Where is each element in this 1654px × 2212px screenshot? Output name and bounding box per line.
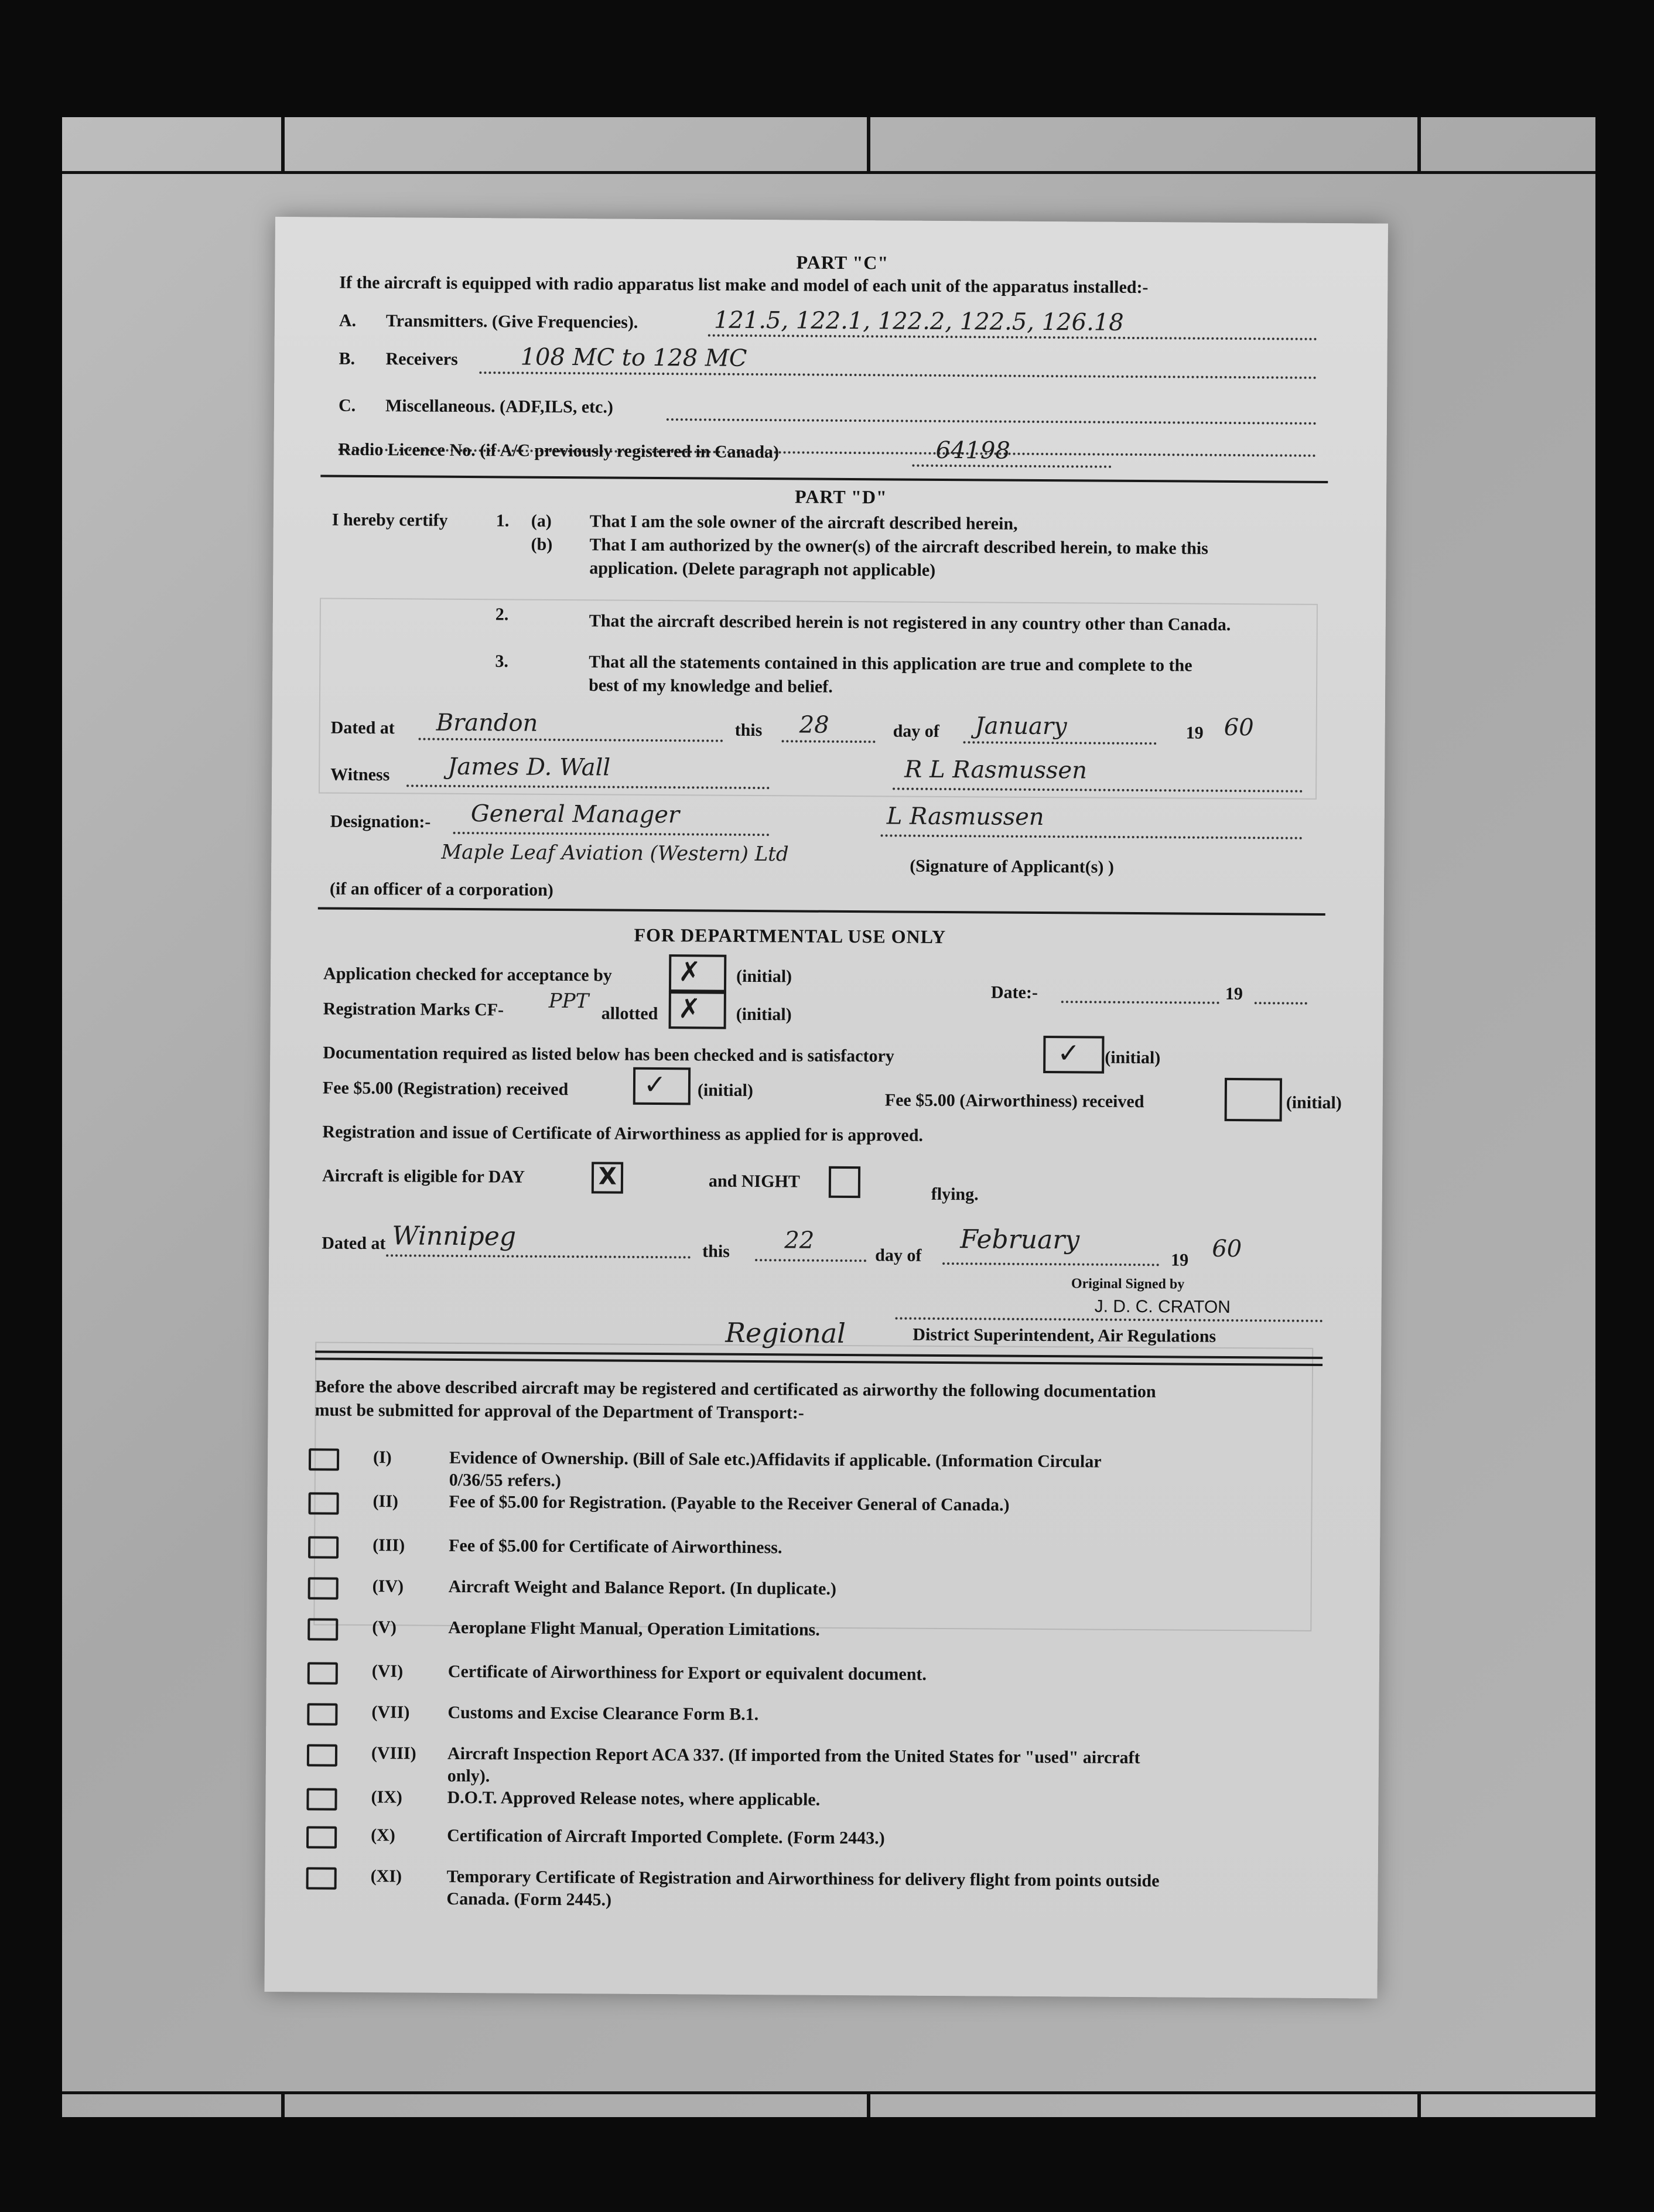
witness-label: Witness [330, 764, 390, 785]
radio-licence-label: Radio Licence No. (if A/C previously registered in Canada) [338, 439, 780, 462]
documentation-item-number: (XI) [370, 1866, 402, 1886]
receivers-label: Receivers [385, 349, 458, 369]
section-divider [318, 907, 1325, 916]
date-year-prefix: 19 [1225, 984, 1243, 1004]
allotted-label: allotted [601, 1003, 658, 1024]
fill-line [881, 834, 1303, 839]
fee-airworthiness-initial-box[interactable] [1225, 1078, 1282, 1122]
original-signed-label: Original Signed by [1071, 1276, 1185, 1292]
date-label: Date:- [990, 982, 1038, 1002]
initial-label: (initial) [1286, 1093, 1342, 1113]
certify-label: I hereby certify [332, 510, 448, 530]
approved-statement: Registration and issue of Certificate of Airworthiness as applied for is approved. [322, 1122, 924, 1145]
documentation-item-number: (IV) [372, 1576, 404, 1596]
documentation-item-text-2: 0/36/55 refers.) [449, 1470, 561, 1491]
this-label: this [702, 1241, 730, 1261]
fill-line [1255, 1002, 1307, 1005]
film-divider [1417, 2091, 1421, 2117]
approval-place: Winnipeg [392, 1221, 517, 1252]
documentation-checkbox[interactable] [308, 1536, 339, 1558]
night-checkbox[interactable] [829, 1166, 860, 1198]
documentation-item-text: Aircraft Weight and Balance Report. (In duplicate.) [448, 1576, 837, 1599]
reg-marks-initial-box[interactable] [669, 991, 726, 1029]
documentation-checkbox[interactable] [306, 1867, 337, 1889]
documentation-checkbox[interactable] [306, 1826, 337, 1848]
year-prefix: 19 [1185, 723, 1204, 743]
item-a-letter: (a) [531, 511, 552, 531]
documentation-item-text: Customs and Excise Clearance Form B.1. [447, 1702, 759, 1725]
fill-line [755, 1259, 866, 1262]
film-divider [867, 2091, 870, 2117]
fill-line [453, 832, 770, 836]
day-of-label: day of [875, 1245, 922, 1265]
initial-label: (initial) [697, 1080, 754, 1101]
transmitters-label-letter: A. [339, 310, 357, 330]
documentation-item-text: Fee of $5.00 for Certificate of Airworthiness. [449, 1535, 782, 1558]
superintendent-title: District Superintendent, Air Regulations [913, 1325, 1216, 1346]
dated-at-label: Dated at [322, 1233, 386, 1254]
year-prefix: 19 [1171, 1250, 1189, 1270]
item-number: 1. [495, 511, 510, 531]
fill-line [1061, 1001, 1219, 1004]
dated-year: 60 [1224, 714, 1254, 742]
approval-month: February [960, 1224, 1080, 1255]
section-divider [320, 475, 1328, 483]
film-divider [1417, 117, 1421, 171]
authorized-statement: That I am authorized by the owner(s) of the aircraft described herein, to make this [589, 535, 1208, 558]
documentation-item-number: (VII) [371, 1702, 410, 1722]
misc-label: Miscellaneous. (ADF,ILS, etc.) [385, 396, 613, 417]
day-checkbox[interactable] [592, 1162, 623, 1193]
radio-licence-value: 64198 [935, 436, 1010, 465]
company-name: Maple Leaf Aviation (Western) Ltd [441, 840, 789, 866]
and-night-label: and NIGHT [708, 1171, 800, 1192]
documentation-checkbox[interactable] [307, 1703, 337, 1725]
item-number: 3. [495, 651, 508, 671]
documentation-intro: Before the above described aircraft may be registered and certificated as airworthy the following documentation [315, 1377, 1156, 1402]
true-complete-statement-2: best of my knowledge and belief. [589, 675, 833, 697]
documentation-checkbox[interactable] [308, 1577, 339, 1599]
fee-airworthiness-label: Fee $5.00 (Airworthiness) received [884, 1090, 1144, 1112]
initial-label: (initial) [736, 966, 792, 986]
documentation-item-text-2: only). [447, 1766, 490, 1786]
part-c-title: PART "C" [796, 251, 889, 274]
designation-label: Designation:- [330, 811, 431, 832]
documentation-item-number: (II) [373, 1491, 399, 1511]
misc-label-letter: C. [338, 395, 356, 415]
true-complete-statement: That all the statements contained in this application are true and complete to the [589, 652, 1192, 675]
documentation-item-text-2: Canada. (Form 2445.) [446, 1889, 612, 1910]
reg-marks-label: Registration Marks CF- [323, 999, 504, 1020]
transmitters-value: 121.5, 122.1, 122.2, 122.5, 126.18 [713, 306, 1124, 336]
receivers-value: 108 MC to 128 MC [520, 343, 747, 372]
documentation-checkbox[interactable] [309, 1448, 339, 1470]
signer-name: J. D. C. CRATON [1094, 1296, 1231, 1317]
fill-line [667, 418, 1317, 425]
fill-line [386, 1254, 691, 1258]
witness-signature: James D. Wall [447, 753, 611, 781]
approval-year: 60 [1212, 1235, 1242, 1263]
sole-owner-statement: That I am the sole owner of the aircraft described herein, [589, 511, 1018, 534]
not-registered-statement: That the aircraft described herein is not registered in any country other than Canada. [589, 611, 1231, 634]
initial-label: (initial) [1105, 1047, 1161, 1068]
transmitters-label: Transmitters. (Give Frequencies). [385, 311, 638, 332]
documentation-item-text: Fee of $5.00 for Registration. (Payable to the Receiver General of Canada.) [449, 1491, 1010, 1515]
regional-handwriting: Regional [725, 1316, 846, 1349]
authorized-statement-2: application. (Delete paragraph not applicable) [589, 558, 936, 580]
documentation-item-text: Certificate of Airworthiness for Export or equivalent document. [447, 1661, 927, 1684]
initial-mark: ✗ [678, 955, 701, 988]
initial-label: (initial) [736, 1004, 792, 1025]
documentation-intro-2: must be submitted for approval of the Department of Transport:- [315, 1400, 804, 1423]
documentation-checkbox[interactable] [307, 1662, 338, 1684]
film-divider [867, 117, 870, 171]
documentation-item-number: (I) [373, 1448, 392, 1467]
film-frame-bottom [62, 2091, 1595, 2120]
documentation-checkbox[interactable] [306, 1788, 337, 1810]
flying-label: flying. [931, 1184, 979, 1204]
acceptance-label: Application checked for acceptance by [323, 964, 612, 985]
film-divider [281, 2091, 285, 2117]
fill-line [942, 1262, 1159, 1266]
documentation-checkbox[interactable] [307, 1744, 337, 1766]
acceptance-initial-box[interactable] [669, 954, 726, 992]
fill-line [912, 465, 1111, 468]
documentation-item-number: (VI) [371, 1661, 404, 1681]
documentation-label: Documentation required as listed below has been checked and is satisfactory [323, 1043, 894, 1066]
item-b-letter: (b) [531, 534, 553, 554]
signature-caption: (Signature of Applicant(s) ) [910, 856, 1114, 877]
fee-registration-initial-box[interactable] [633, 1067, 691, 1105]
documentation-item-text: Evidence of Ownership. (Bill of Sale etc.)Affidavits if applicable. (Information Circular [449, 1448, 1102, 1472]
initial-mark: ✓ [1057, 1037, 1081, 1069]
this-label: this [734, 720, 763, 740]
item-number: 2. [495, 605, 509, 624]
documentation-item-text: Aeroplane Flight Manual, Operation Limitations. [448, 1617, 820, 1640]
documentation-item-number: (IX) [371, 1787, 402, 1807]
day-checkbox-mark: X [598, 1163, 617, 1190]
dated-month: January [975, 712, 1067, 740]
officer-caption: (if an officer of a corporation) [329, 879, 553, 900]
fee-registration-label: Fee $5.00 (Registration) received [322, 1078, 569, 1100]
reg-marks-value: PPT [548, 989, 589, 1013]
initial-mark: ✗ [678, 992, 701, 1025]
film-divider [281, 117, 285, 171]
application-form [264, 217, 1388, 1999]
documentation-item-text: Certification of Aircraft Imported Complete. (Form 2443.) [447, 1825, 885, 1848]
approval-day: 22 [784, 1227, 815, 1254]
documentation-initial-box[interactable] [1043, 1036, 1104, 1074]
documentation-item-number: (III) [373, 1535, 405, 1555]
documentation-checkbox[interactable] [308, 1492, 339, 1514]
documentation-item-text: D.O.T. Approved Release notes, where applicable. [447, 1787, 821, 1810]
receivers-label-letter: B. [339, 349, 356, 368]
dated-at-label: Dated at [330, 718, 395, 738]
documentation-item-text: Temporary Certificate of Registration and Airworthiness for delivery flight from points outside [446, 1866, 1160, 1891]
part-d-title: PART "D" [794, 486, 887, 508]
film-frame-top [62, 117, 1595, 174]
applicant-signature-1: R L Rasmussen [904, 756, 1088, 784]
fill-line [479, 371, 1317, 379]
initial-mark: ✓ [643, 1068, 667, 1101]
fill-line [896, 1317, 1323, 1322]
dated-day: 28 [799, 711, 829, 739]
documentation-checkbox[interactable] [307, 1618, 338, 1640]
part-c-intro: If the aircraft is equipped with radio apparatus list make and model of each unit of the apparatus installed:- [339, 272, 1149, 298]
documentation-item-number: (VIII) [371, 1743, 416, 1763]
documentation-item-text: Aircraft Inspection Report ACA 337. (If imported from the United States for "used" aircraft [447, 1743, 1140, 1768]
documentation-item-number: (X) [371, 1825, 395, 1845]
eligible-day-label: Aircraft is eligible for DAY [322, 1166, 525, 1187]
documentation-item-number: (V) [372, 1617, 397, 1637]
day-of-label: day of [893, 721, 939, 741]
applicant-signature-2: L Rasmussen [886, 803, 1044, 831]
designation-value: General Manager [470, 800, 680, 829]
departmental-title: FOR DEPARTMENTAL USE ONLY [634, 924, 946, 948]
dated-place: Brandon [436, 709, 538, 737]
